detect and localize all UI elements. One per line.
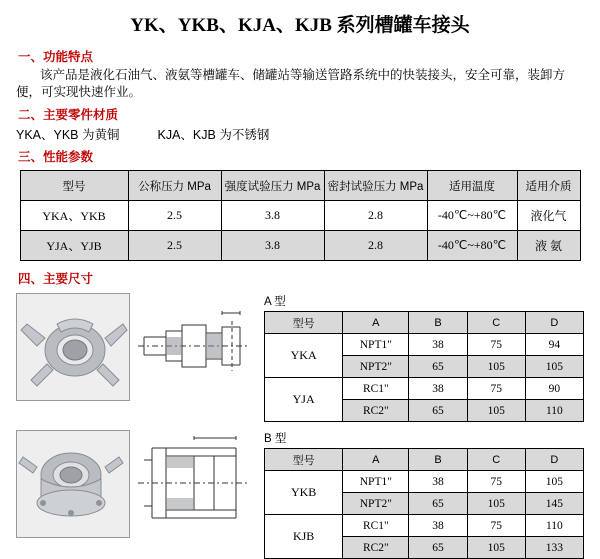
page-title: YK、YKB、KJA、KJB 系列槽罐车接头 <box>130 15 470 36</box>
dim-b-r1-c2: 65 <box>409 493 467 515</box>
dim-a-r0-c4: 94 <box>525 334 583 356</box>
dim-a-col-0: 型号 <box>265 312 343 334</box>
dim-b-r0-c4: 105 <box>525 471 583 493</box>
material-left: YKA、YKB 为黄铜 <box>16 128 120 142</box>
technical-drawing-b <box>136 430 254 536</box>
drawing-b-svg <box>136 430 254 536</box>
dim-b-r2-c1: RC1" <box>343 515 409 537</box>
dim-b-col-3: C <box>467 449 525 471</box>
dim-a-r0-c3: 75 <box>467 334 525 356</box>
dim-b-r3-c1: RC2" <box>343 537 409 559</box>
perf-col-4: 适用温度 <box>427 171 517 201</box>
drawing-a-svg <box>136 293 254 399</box>
table-row <box>265 515 584 537</box>
dim-a-r2-model: YJA <box>265 378 343 422</box>
perf-col-2: 强度试验压力 MPa <box>221 171 324 201</box>
features-text: 该产品是液化石油气、液氨等槽罐车、储罐站等输送管路系统中的快装接头，安全可靠，装卸方便，可实现快速作业。 <box>16 68 566 99</box>
perf-r0-c1: 2.5 <box>128 201 221 231</box>
dimension-row-b <box>16 430 600 559</box>
dim-a-r3-c4: 110 <box>525 400 583 422</box>
perf-col-3: 密封试验压力 MPa <box>324 171 427 201</box>
dim-b-r2-c2: 38 <box>409 515 467 537</box>
dim-b-r0-c2: 38 <box>409 471 467 493</box>
dim-b-r2-model: KJB <box>265 515 343 559</box>
coupling-photo-a-svg <box>17 294 129 400</box>
dim-b-r3-c3: 105 <box>467 537 525 559</box>
dim-b-col-1: A <box>343 449 409 471</box>
perf-col-0: 型号 <box>20 171 128 201</box>
dim-a-r2-c1: RC1" <box>343 378 409 400</box>
perf-r1-c0: YJA、YJB <box>20 231 128 261</box>
perf-r1-c4: -40℃~+80℃ <box>427 231 517 261</box>
dim-a-r0-c2: 38 <box>409 334 467 356</box>
perf-r0-c5: 液化气 <box>517 201 580 231</box>
dimension-row-gap <box>0 422 600 430</box>
dimension-table-a <box>264 311 584 422</box>
section-heading-material: 二、主要零件材质 <box>18 108 119 122</box>
table-row <box>265 378 584 400</box>
dim-a-r3-c2: 65 <box>409 400 467 422</box>
perf-col-1: 公称压力 MPa <box>128 171 221 201</box>
dim-a-r1-c3: 105 <box>467 356 525 378</box>
section-heading-features: 一、功能特点 <box>18 50 94 64</box>
dimensions-section <box>0 293 600 559</box>
dim-b-r0-c3: 75 <box>467 471 525 493</box>
dim-b-r0-model: YKB <box>265 471 343 515</box>
dim-a-r2-c3: 75 <box>467 378 525 400</box>
dimension-row-a <box>16 293 600 422</box>
coupling-photo-b-svg <box>17 431 129 537</box>
dim-a-col-1: A <box>343 312 409 334</box>
section-heading-performance: 三、性能参数 <box>18 150 94 164</box>
dimension-table-a-label: A 型 <box>264 296 286 308</box>
perf-col-5: 适用介质 <box>517 171 580 201</box>
dim-b-r0-c1: NPT1" <box>343 471 409 493</box>
table-row <box>265 334 584 356</box>
dim-b-r1-c3: 105 <box>467 493 525 515</box>
dim-b-r2-c4: 110 <box>525 515 583 537</box>
perf-r0-c0: YKA、YKB <box>20 201 128 231</box>
dimension-table-b-wrapper <box>264 430 584 559</box>
dim-b-col-2: B <box>409 449 467 471</box>
dim-a-r2-c4: 90 <box>525 378 583 400</box>
dimension-table-b-label: B 型 <box>264 433 287 445</box>
material-right: KJA、KJB 为不锈钢 <box>157 128 270 142</box>
dim-a-r2-c2: 38 <box>409 378 467 400</box>
technical-drawing-a <box>136 293 254 399</box>
dim-b-r2-c3: 75 <box>467 515 525 537</box>
dim-b-r1-c1: NPT2" <box>343 493 409 515</box>
perf-r1-c3: 2.8 <box>324 231 427 261</box>
dim-b-r1-c4: 145 <box>525 493 583 515</box>
dim-b-r3-c2: 65 <box>409 537 467 559</box>
dimension-table-a-wrapper <box>264 293 584 422</box>
perf-r0-c3: 2.8 <box>324 201 427 231</box>
dim-a-r0-model: YKA <box>265 334 343 378</box>
section-heading-dimensions: 四、主要尺寸 <box>18 272 94 286</box>
dim-b-r3-c4: 133 <box>525 537 583 559</box>
table-row <box>265 471 584 493</box>
dimension-table-b <box>264 448 584 559</box>
product-photo-b <box>16 430 130 538</box>
perf-r1-c2: 3.8 <box>221 231 324 261</box>
dim-a-r3-c3: 105 <box>467 400 525 422</box>
dim-a-r0-c1: NPT1" <box>343 334 409 356</box>
perf-r0-c4: -40℃~+80℃ <box>427 201 517 231</box>
dim-a-r3-c1: RC2" <box>343 400 409 422</box>
table-header-row <box>265 449 584 471</box>
material-line <box>16 125 600 143</box>
table-row <box>20 231 580 261</box>
dim-a-col-2: B <box>409 312 467 334</box>
perf-r1-c1: 2.5 <box>128 231 221 261</box>
dim-b-col-4: D <box>525 449 583 471</box>
dim-a-r1-c1: NPT2" <box>343 356 409 378</box>
table-row <box>20 201 580 231</box>
perf-r0-c2: 3.8 <box>221 201 324 231</box>
perf-r1-c5: 液 氨 <box>517 231 580 261</box>
dim-b-col-0: 型号 <box>265 449 343 471</box>
dim-a-col-4: D <box>525 312 583 334</box>
dim-a-col-3: C <box>467 312 525 334</box>
dim-a-r1-c2: 65 <box>409 356 467 378</box>
table-header-row <box>265 312 584 334</box>
product-photo-a <box>16 293 130 401</box>
performance-table <box>20 170 581 261</box>
table-header-row <box>20 171 580 201</box>
dim-a-r1-c4: 105 <box>525 356 583 378</box>
